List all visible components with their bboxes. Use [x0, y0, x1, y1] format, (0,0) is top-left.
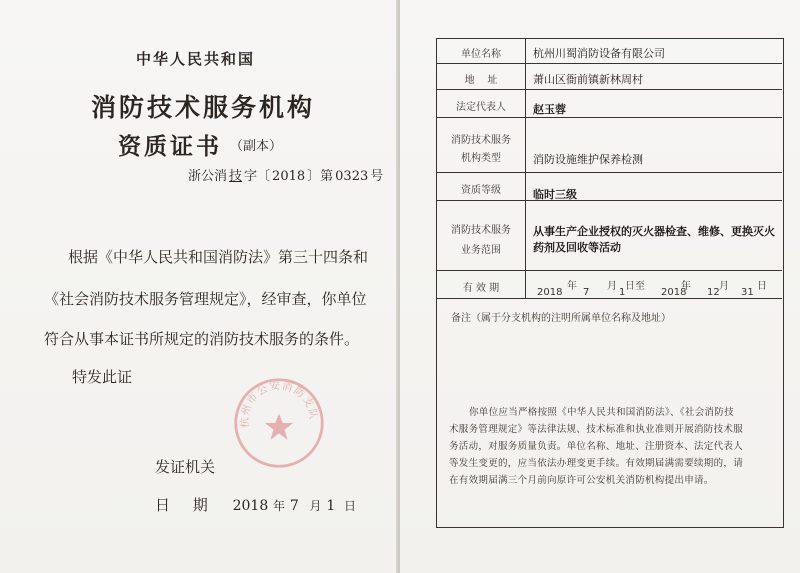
issue-date: 日 期 2018 年 7 月 1 日	[155, 496, 357, 514]
certificate-number: 浙公消 技 字〔 2018 〕第 0323 号	[188, 169, 384, 184]
copy-mark: （副本）	[230, 139, 283, 154]
row-divider	[437, 270, 782, 271]
validity-nian-2: 年	[681, 281, 691, 292]
label-scope-2: 业务范围	[461, 245, 501, 256]
notice-line-4: 等发生变更的，应当依法办理变更手续。有效期届满需要续期的，请	[449, 458, 744, 469]
value-legal-rep: 赵玉蓉	[533, 103, 566, 116]
label-legal-rep: 法定代表人	[456, 102, 506, 113]
paragraph-line-3: 符合从事本证书所规定的消防技术服务的条件。	[44, 330, 360, 348]
label-service-type-1: 消防技术服务	[451, 135, 511, 146]
notice-line-1: 你单位应当严格按照《中华人民共和国消防法》、《社会消防技	[469, 407, 734, 418]
remark-text: 备注（属于分支机构的注明所属单位名称及地址）	[451, 313, 671, 324]
special-issue-text: 特发此证	[72, 368, 133, 386]
label-unit-name: 单位名称	[461, 49, 501, 60]
value-unit-name: 杭州川蜀消防设备有限公司	[533, 47, 665, 60]
row-divider	[437, 89, 782, 90]
label-qualification: 资质等级	[461, 185, 501, 196]
row-divider	[437, 117, 782, 118]
table-column-divider	[525, 39, 526, 298]
seal-text: 杭州市公安消防支队	[238, 379, 320, 429]
validity-yue-2: 月	[719, 281, 729, 292]
validity-start-day: 1	[619, 287, 626, 298]
label-service-type-2: 机构类型	[461, 153, 501, 164]
validity-start-month: 7	[583, 287, 590, 298]
validity-nian-1: 年	[567, 281, 577, 292]
issuer-label: 发证机关	[155, 458, 216, 476]
certificate-subtitle: 资质证书	[118, 133, 222, 160]
validity-start-year: 2018	[537, 287, 563, 298]
row-divider	[437, 200, 782, 201]
label-address: 地 址	[464, 75, 498, 86]
validity-yue-1: 月	[607, 281, 617, 292]
paragraph-line-1: 根据《中华人民共和国消防法》第三十四条和	[68, 248, 369, 266]
row-divider	[437, 63, 782, 64]
notice-line-2: 术服务管理规定》等法律法规、技术标准和执业准则开展消防技术服	[449, 424, 744, 435]
certificate-title: 消防技术服务机构	[91, 93, 316, 122]
value-address: 萧山区衙前镇新林周村	[533, 73, 643, 86]
row-divider	[437, 172, 782, 173]
value-scope-1: 从事生产企业授权的灭火器检查、维修、更换灭火	[533, 225, 775, 238]
notice-line-5: 在有效期届满三个月前向原许可公安机关消防机构提出申请。	[449, 475, 714, 486]
row-divider	[437, 298, 782, 299]
label-validity: 有 效 期	[462, 283, 500, 294]
value-scope-2: 药剂及回收等活动	[533, 241, 621, 254]
notice-block	[449, 404, 775, 489]
validity-ri-2: 日	[757, 281, 767, 292]
value-qualification: 临时三级	[533, 188, 577, 201]
info-table	[436, 38, 784, 528]
value-service-type: 消防设施维护保养检测	[533, 153, 643, 166]
notice-line-3: 务活动，对服务质量负责。单位名称、地址、注册资本、法定代表人	[449, 441, 744, 452]
validity-end-year: 2018	[661, 287, 687, 298]
official-seal-icon	[232, 376, 326, 470]
validity-ri-zhi: 日至	[625, 281, 645, 292]
validity-end-day: 31	[741, 287, 754, 298]
paragraph-line-2: 《社会消防技术服务管理规定》，经审查，你单位	[44, 290, 367, 308]
country-title: 中华人民共和国	[136, 50, 256, 68]
label-scope-1: 消防技术服务	[451, 225, 511, 236]
validity-end-month: 12	[707, 287, 720, 298]
